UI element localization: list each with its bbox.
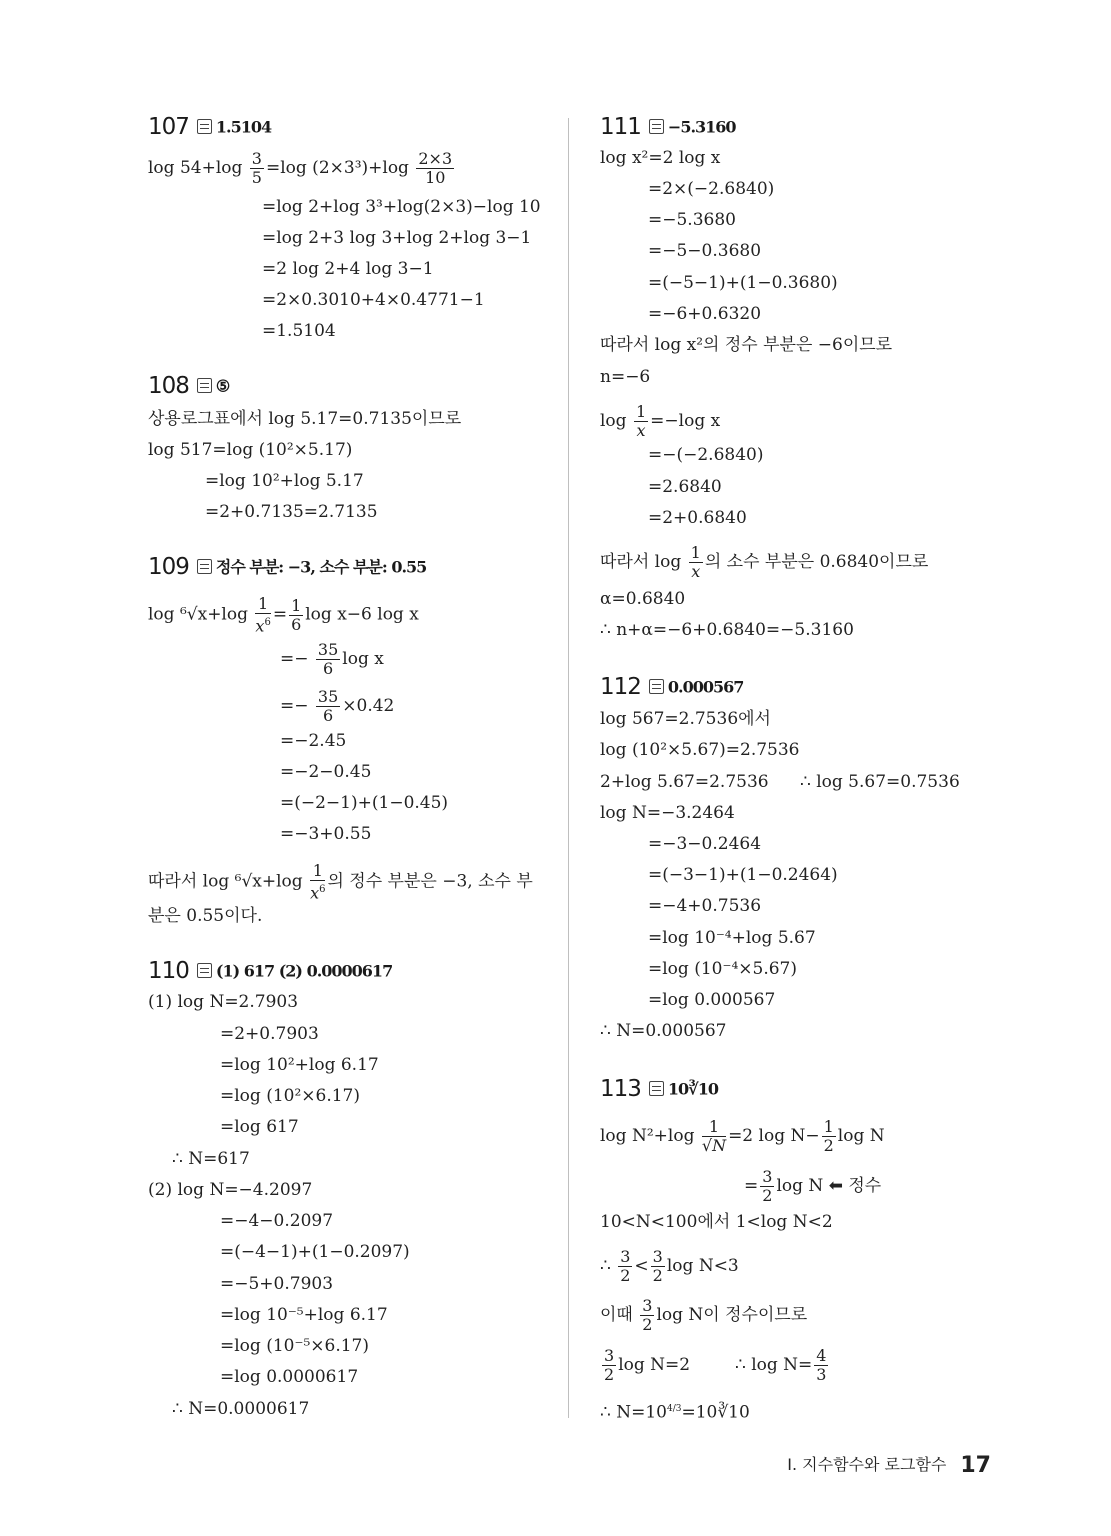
answer-icon (197, 378, 212, 393)
math-line: 따라서 log $\frac{1}{x}$ 의 소수 부분은 0.6840이므로 (600, 543, 929, 581)
math-line: =log 0.000567 (648, 990, 776, 1010)
math-line: =log 10⁻⁵+log 6.17 (220, 1305, 388, 1325)
arrow-left-icon: ⬅ (828, 1176, 843, 1196)
math-line: log ⁶√x+log $\frac{1}{x^6}$ = $\frac{1}{6}$ log x−6 log x (148, 594, 419, 636)
math-line: =2 log 2+4 log 3−1 (262, 259, 434, 279)
math-line: =−2.45 (280, 731, 347, 751)
answer-icon (197, 119, 212, 134)
math-line: =2+0.6840 (648, 508, 747, 528)
math-line: (2) log N=−4.2097 (148, 1180, 313, 1200)
math-line: =2+0.7903 (220, 1024, 319, 1044)
math-line: =2.6840 (648, 477, 722, 497)
answer-icon (649, 679, 664, 694)
math-line: =log (10⁻⁴×5.67) (648, 959, 797, 979)
answer-icon (649, 119, 664, 134)
math-line: =log 10²+log 6.17 (220, 1055, 379, 1075)
math-line: log N=−3.2464 (600, 803, 735, 823)
math-line: =log (10²×6.17) (220, 1086, 361, 1106)
math-line: =−2−0.45 (280, 762, 372, 782)
answer-icon (197, 963, 212, 978)
math-line: log 517=log (10²×5.17) (148, 440, 353, 460)
math-line: =− $\frac{35}{6}$ ×0.42 (280, 687, 395, 725)
math-line: =log 2+log 3³+log(2×3)−log 10 (262, 197, 541, 217)
math-line: =log 0.0000617 (220, 1367, 359, 1387)
math-line: n=−6 (600, 367, 651, 387)
math-line: log N²+log $\frac{1}{√N}$ =2 log N− $\frac{1}{2}$ log N (600, 1117, 885, 1155)
answer-icon (649, 1081, 664, 1096)
math-line: =(−2−1)+(1−0.45) (280, 793, 449, 813)
math-line: =−5−0.3680 (648, 241, 762, 261)
math-line: ∴ N=0.0000617 (172, 1399, 310, 1419)
math-line: ∴ N=617 (172, 1149, 250, 1169)
math-line: ∴ log N= $\frac{4}{3}$ (735, 1346, 827, 1384)
problem-108-header: 108 ⑤ (148, 373, 230, 399)
math-line: =−3−0.2464 (648, 834, 762, 854)
answer-icon (197, 559, 212, 574)
math-line: 10<N<100에서 1<log N<2 (600, 1212, 833, 1232)
math-line: =2×(−2.6840) (648, 179, 775, 199)
math-line: =− $\frac{35}{6}$ log x (280, 640, 384, 678)
answer: 1.5104 (215, 117, 272, 137)
math-line: =−(−2.6840) (648, 445, 764, 465)
math-line: =log (10⁻⁵×6.17) (220, 1336, 369, 1356)
column-divider (568, 118, 569, 1418)
math-line: 이때 $\frac{3}{2}$ log N이 정수이므로 (600, 1296, 808, 1334)
math-line: 상용로그표에서 log 5.17=0.7135이므로 (148, 409, 462, 429)
math-line: ∴ N=0.000567 (600, 1021, 727, 1041)
problem-112-header: 112 0.000567 (600, 674, 744, 700)
problem-109-header: 109 정수 부분: −3, 소수 부분: 0.55 (148, 554, 427, 580)
math-line: =(−5−1)+(1−0.3680) (648, 273, 838, 293)
math-line: =−5+0.7903 (220, 1274, 334, 1294)
chapter-title: Ⅰ. 지수함수와 로그함수 (787, 1455, 947, 1474)
math-line: log (10²×5.67)=2.7536 (600, 740, 800, 760)
math-line: 따라서 log ⁶√x+log $\frac{1}{x^6}$ 의 정수 부분은 −3, 소수 부 (148, 861, 533, 903)
math-line: log x²=2 log x (600, 148, 721, 168)
math-line: log $\frac{1}{x}$ =−log x (600, 402, 721, 440)
math-line: log 54+log $\frac{3}{5}$ =log (2×3³)+log $\frac{2\times 3}{10}$ (148, 149, 453, 187)
problem-number: 107 (148, 114, 189, 140)
math-line: =−5.3680 (648, 210, 736, 230)
math-line: $\frac{3}{2}$ log N=2 (604, 1346, 691, 1384)
math-line: (1) log N=2.7903 (148, 992, 299, 1012)
math-line: α=0.6840 (600, 589, 686, 609)
math-line: =(−4−1)+(1−0.2097) (220, 1242, 410, 1262)
math-line: =1.5104 (262, 321, 336, 341)
math-line: =−3+0.55 (280, 824, 372, 844)
math-line: = $\frac{3}{2}$ log N ⬅ 정수 (744, 1167, 882, 1205)
math-line: =(−3−1)+(1−0.2464) (648, 865, 838, 885)
math-line: =2×0.3010+4×0.4771−1 (262, 290, 485, 310)
math-line: 분은 0.55이다. (148, 906, 263, 926)
math-line: =2+0.7135=2.7135 (205, 502, 378, 522)
math-line: =log 617 (220, 1117, 299, 1137)
math-line: ∴ $N=10^{4/3}=10∛10$ (600, 1402, 750, 1423)
problem-107-header (148, 114, 271, 141)
math-line: 따라서 log x²의 정수 부분은 −6이므로 (600, 335, 893, 355)
math-line: =−4+0.7536 (648, 896, 762, 916)
math-line: ∴ $\frac{3}{2}$ < $\frac{3}{2}$ log N<3 (600, 1247, 739, 1285)
page-footer (787, 1452, 991, 1478)
math-line: =log 10⁻⁴+log 5.67 (648, 928, 816, 948)
problem-110-header: 110 (1) 617 (2) 0.0000617 (148, 958, 393, 984)
problem-111-header: 111 −5.3160 (600, 114, 736, 140)
page-number: 17 (960, 1453, 991, 1478)
math-line: ∴ log 5.67=0.7536 (800, 772, 960, 792)
math-line: ∴ n+α=−6+0.6840=−5.3160 (600, 620, 854, 640)
problem-113-header: 113 10∛10 (600, 1076, 718, 1102)
math-line: log 567=2.7536에서 (600, 709, 771, 729)
math-line: =−4−0.2097 (220, 1211, 334, 1231)
math-line: 2+log 5.67=2.7536 (600, 772, 769, 792)
math-line: =log 2+3 log 3+log 2+log 3−1 (262, 228, 532, 248)
math-line: =log 10²+log 5.17 (205, 471, 364, 491)
math-line: =−6+0.6320 (648, 304, 762, 324)
